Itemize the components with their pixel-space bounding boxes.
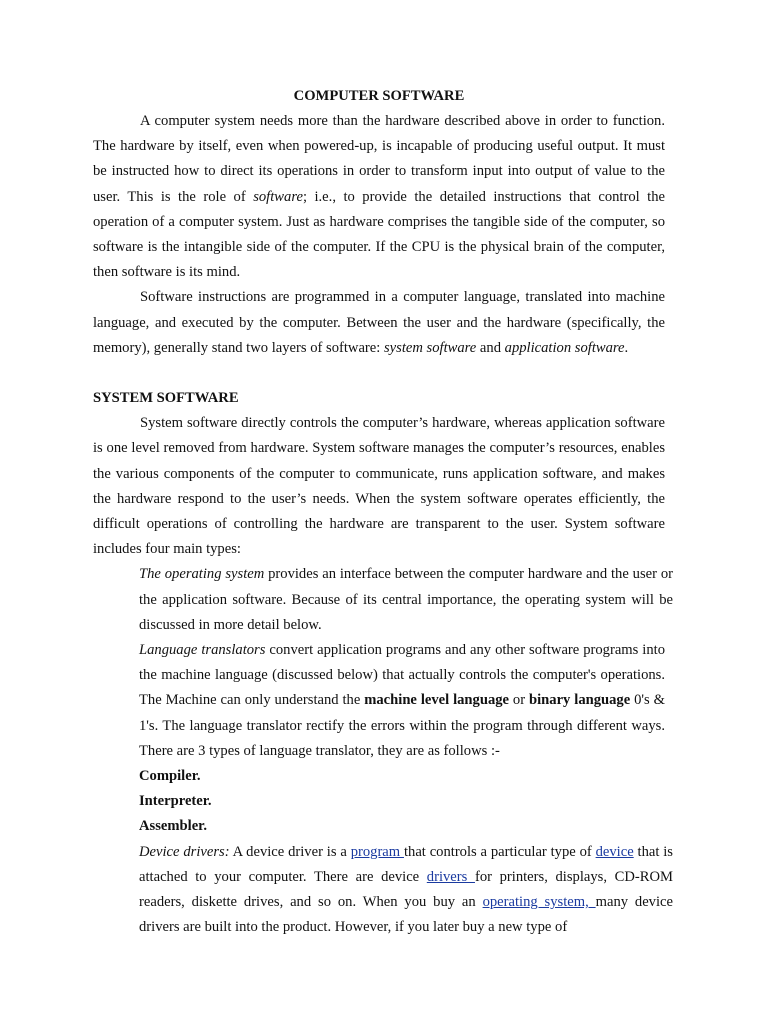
device-drivers-term: Device drivers:	[139, 843, 230, 860]
application-software-term: application software	[504, 339, 625, 356]
list-item-operating-system	[93, 562, 673, 638]
device-drivers-text-e: many device drivers are built into the product. However, if you later buy a new type of	[139, 894, 673, 936]
assembler-label: Assembler.	[139, 818, 207, 835]
intro-paragraph-1	[93, 109, 665, 285]
list-item-language-translators	[93, 638, 665, 764]
language-translators-text-a: convert application programs and any other software programs into the machine language (discussed below) that actually controls the computer's operations. The Machine can only understand the	[139, 642, 666, 709]
intro-p2-text-b: and	[476, 339, 505, 356]
interpreter-label: Interpreter.	[139, 793, 212, 810]
device-drivers-text-a: A device driver is a	[229, 843, 351, 860]
machine-level-language-term: machine level language	[364, 692, 510, 709]
language-translators-text-b: or	[509, 692, 529, 709]
section-heading-system-software: SYSTEM SOFTWARE	[93, 390, 239, 407]
device-drivers-text-b: that controls a particular type of	[403, 843, 596, 860]
device-drivers-text-d: for printers, displays, CD-ROM readers, diskette drives, and so on. When you buy an	[139, 868, 673, 911]
intro-p2-text-c: .	[624, 339, 629, 356]
software-term: software	[253, 188, 303, 205]
device-drivers-text-c: that is attached to your computer. There are device	[139, 843, 673, 885]
intro-p1-text-a: A computer system needs more than the hardware described above in order to function. The hardware by itself, even when powered-up, is incapable of producing useful output. It must be instructed how to direct its operations in order to transform input into output of value to the user. This is the role of	[93, 113, 665, 205]
system-software-paragraph: System software directly controls the computer’s hardware, whereas application software is one level removed from hardware. System software manages the computer’s resources, enables the various components of the computer to communicate, runs application software, and makes the hardware respond to the user’s needs. When the system software operates efficiently, the difficult operations of controlling the hardware are transparent to the user. System software includes four main types:	[93, 415, 665, 558]
list-item-interpreter	[93, 789, 673, 814]
system-software-types-list	[93, 562, 673, 940]
intro-p1-text-b: ; i.e., to provide the detailed instructions that control the operation of a computer system. Just as hardware comprises the tangible side of the computer, so software is the intangible side of the computer. If the CPU is the physical brain of the computer, then software is its mind.	[93, 188, 665, 281]
language-translators-text-c: 0's & 1's. The language translator rectify the errors within the program through different ways. There are 3 types of language translator, they are as follows :-	[139, 692, 665, 759]
binary-language-term: binary language	[529, 692, 631, 709]
system-software-term: system software	[383, 339, 477, 356]
operating-system-text: provides an interface between the computer hardware and the user or the application software. Because of its central importance, the operating system will be discussed in more detail below.	[139, 566, 673, 633]
intro-paragraph-2	[93, 285, 665, 361]
drivers-link[interactable]: drivers	[426, 868, 475, 885]
compiler-label: Compiler.	[139, 768, 201, 785]
document-page	[93, 84, 673, 941]
list-item-device-drivers	[93, 840, 673, 941]
device-link[interactable]: device	[595, 843, 634, 860]
operating-system-link[interactable]: operating system,	[482, 894, 596, 911]
intro-p2-text-a: Software instructions are programmed in a computer language, translated into machine language, and executed by the computer. Between the user and the hardware (specifically, the memory), generally stand two layers of software:	[93, 289, 665, 356]
operating-system-term: The operating system	[139, 566, 265, 583]
language-translators-term: Language translators	[139, 642, 266, 659]
list-item-assembler	[93, 814, 673, 839]
program-link[interactable]: program	[350, 843, 404, 860]
document-title: COMPUTER SOFTWARE	[293, 88, 465, 104]
list-item-compiler	[93, 764, 673, 789]
